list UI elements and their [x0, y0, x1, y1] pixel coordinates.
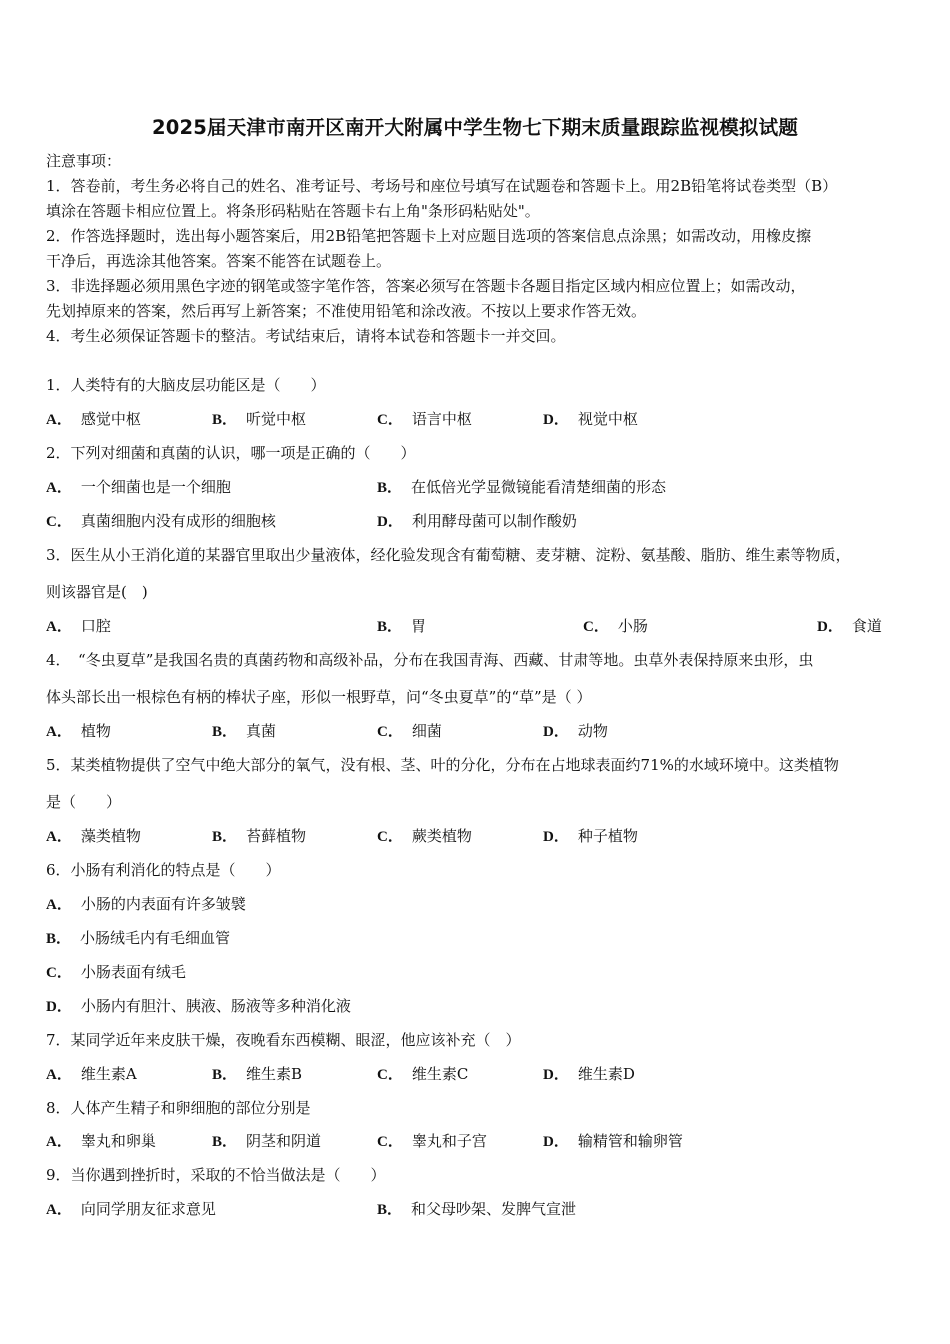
- notice-line: 2．作答选择题时，选出每小题答案后，用2B铅笔把答题卡上对应题目选项的答案信息点涂黑；如需改动，用橡皮擦: [46, 227, 812, 245]
- option-c: C． 语言中枢: [377, 410, 472, 428]
- option-d: D． 利用酵母菌可以制作酸奶: [377, 512, 577, 530]
- option-d: D． 输精管和输卵管: [543, 1132, 683, 1150]
- option-c: C． 维生素C: [377, 1065, 469, 1083]
- option-b: B． 维生素B: [212, 1065, 303, 1083]
- option-c: C． 细菌: [377, 722, 442, 740]
- option-a: A． 向同学朋友征求意见: [46, 1200, 216, 1218]
- option-b: B． 阴茎和阴道: [212, 1132, 322, 1150]
- option-c: C． 蕨类植物: [377, 827, 472, 845]
- option-a: A． 感觉中枢: [46, 410, 141, 428]
- notice-line: 先划掉原来的答案，然后再写上新答案；不准使用铅笔和涂改液。不按以上要求作答无效。: [46, 302, 647, 320]
- notice-line: 4．考生必须保证答题卡的整洁。考试结束后，请将本试卷和答题卡一并交回。: [46, 327, 566, 345]
- option-b: B． 小肠绒毛内有毛细血管: [46, 929, 231, 947]
- option-a: A． 维生素A: [46, 1065, 137, 1083]
- question-stem: 则该器官是( ): [46, 583, 148, 601]
- option-a: A． 藻类植物: [46, 827, 141, 845]
- option-d: D． 种子植物: [543, 827, 638, 845]
- option-b: B． 在低倍光学显微镜能看清楚细菌的形态: [377, 478, 667, 496]
- question-stem: 7．某同学近年来皮肤干燥，夜晚看东西模糊、眼涩，他应该补充（ ）: [46, 1031, 521, 1049]
- question-stem: 9．当你遇到挫折时，采取的不恰当做法是（ ）: [46, 1166, 386, 1184]
- exam-title: 2025届天津市南开区南开大附属中学生物七下期末质量跟踪监视模拟试题: [151, 116, 799, 139]
- option-a: A． 小肠的内表面有许多皱襞: [46, 895, 246, 913]
- option-b: B． 真菌: [212, 722, 277, 740]
- option-c: C． 睾丸和子宫: [377, 1132, 487, 1150]
- question-stem: 5．某类植物提供了空气中绝大部分的氧气，没有根、茎、叶的分化，分布在占地球表面约71%的水域环境中。这类植物: [46, 756, 839, 774]
- notice-line: 填涂在答题卡相应位置上。将条形码粘贴在答题卡右上角"条形码粘贴处"。: [46, 202, 540, 220]
- option-b: B． 苔藓植物: [212, 827, 307, 845]
- option-a: A． 睾丸和卵巢: [46, 1132, 156, 1150]
- option-b: B． 和父母吵架、发脾气宣泄: [377, 1200, 577, 1218]
- question-stem: 6．小肠有利消化的特点是（ ）: [46, 861, 281, 879]
- option-d: D． 维生素D: [543, 1065, 635, 1083]
- question-stem: 1．人类特有的大脑皮层功能区是（ ）: [46, 376, 326, 394]
- notice-line: 干净后，再选涂其他答案。答案不能答在试题卷上。: [46, 252, 392, 270]
- notice-line: 1．答卷前，考生务必将自己的姓名、准考证号、考场号和座位号填写在试题卷和答题卡上。用2B铅笔将试卷类型（B）: [46, 177, 838, 195]
- option-d: D． 小肠内有胆汁、胰液、肠液等多种消化液: [46, 997, 351, 1015]
- question-stem: 8．人体产生精子和卵细胞的部位分别是: [46, 1099, 311, 1117]
- question-stem: 体头部长出一根棕色有柄的棒状子座，形似一根野草，问“冬虫夏草”的“草”是（ ）: [46, 688, 592, 706]
- option-d: D． 食道: [817, 617, 882, 635]
- option-c: C． 真菌细胞内没有成形的细胞核: [46, 512, 276, 530]
- option-c: C． 小肠: [583, 617, 648, 635]
- question-stem: 3．医生从小王消化道的某器官里取出少量液体，经化验发现含有葡萄糖、麦芽糖、淀粉、氨基酸、脂肪、维生素等物质，: [46, 546, 851, 564]
- option-a: A． 一个细菌也是一个细胞: [46, 478, 231, 496]
- option-d: D． 视觉中枢: [543, 410, 638, 428]
- option-a: A． 植物: [46, 722, 111, 740]
- question-stem: 2．下列对细菌和真菌的认识，哪一项是正确的（ ）: [46, 444, 416, 462]
- option-d: D． 动物: [543, 722, 608, 740]
- option-a: A． 口腔: [46, 617, 111, 635]
- option-c: C． 小肠表面有绒毛: [46, 963, 186, 981]
- notice-heading: 注意事项：: [46, 152, 122, 170]
- option-b: B． 胃: [377, 617, 427, 635]
- option-b: B． 听觉中枢: [212, 410, 307, 428]
- question-stem: 是（ ）: [46, 793, 122, 811]
- notice-line: 3．非选择题必须用黑色字迹的钢笔或签字笔作答，答案必须写在答题卡各题目指定区域内相应位置上；如需改动，: [46, 277, 806, 295]
- question-stem: 4． “冬虫夏草”是我国名贵的真菌药物和高级补品，分布在我国青海、西藏、甘肃等地。虫草外表保持原来虫形，虫: [46, 651, 814, 669]
